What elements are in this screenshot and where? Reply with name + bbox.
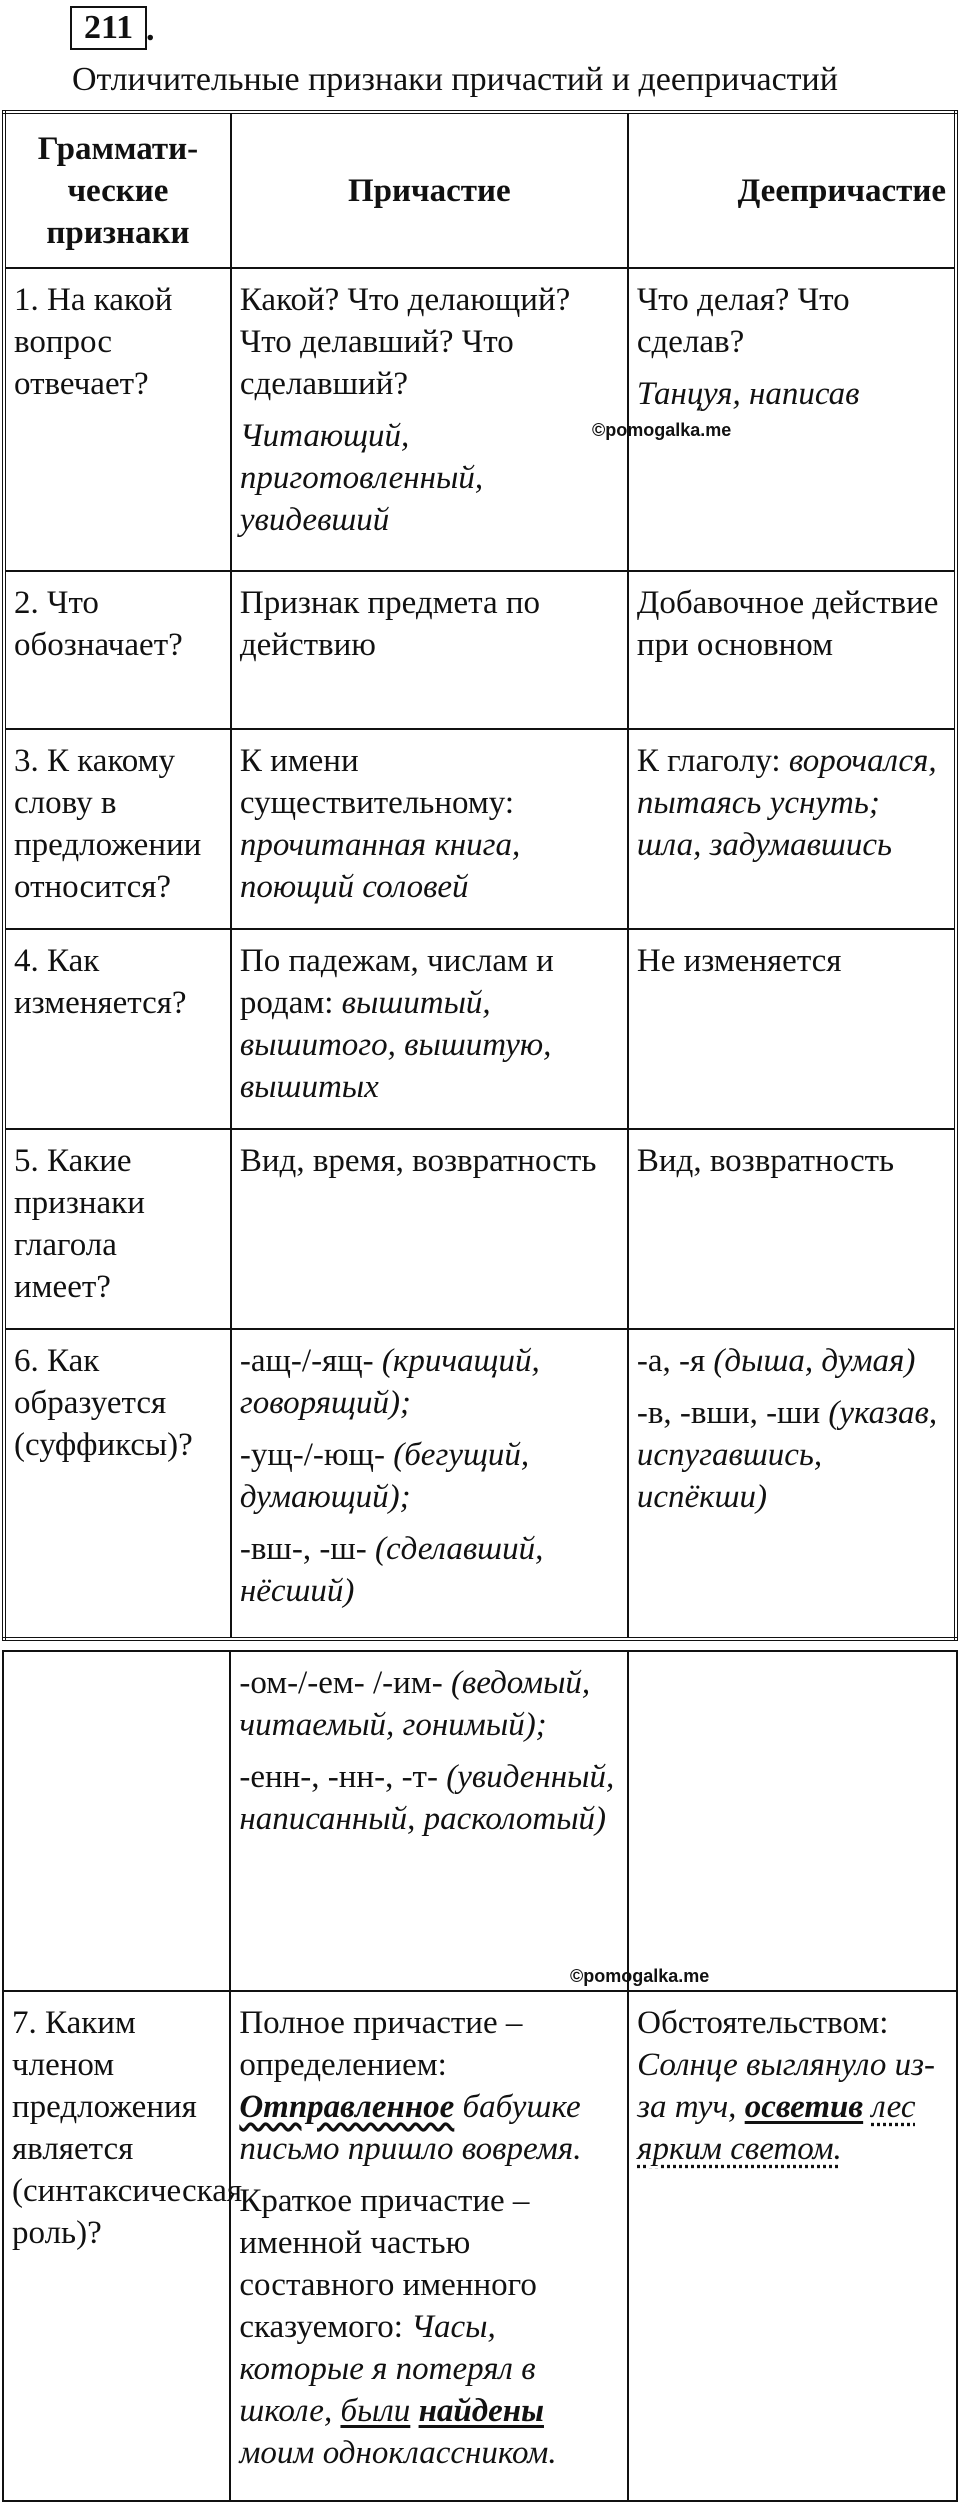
- watermark: ©pomogalka.me: [592, 420, 732, 440]
- participle-cell: [230, 1991, 628, 2501]
- header-participle: Причастие: [231, 112, 628, 268]
- gerund-cell: Не изменяется: [628, 929, 956, 1129]
- suffix-item: -а, -я (дыша, думая): [636, 1343, 916, 1379]
- gerund-cell: Обстоятельством: Солнце выглянуло из-за туч, осветив лес ярким светом.: [628, 1991, 957, 2501]
- gerund-questions: Что делая? Что сделав?: [636, 282, 850, 360]
- full-participle-text: Полное причастие – определением: Отправленное бабушке письмо пришло вовремя.: [239, 2005, 582, 2167]
- suffix-item: -ущ-/-ющ- (бегущий, думающий);: [239, 1437, 530, 1515]
- highlighted-word: Отправленное: [239, 2089, 455, 2125]
- table-row-3: [4, 729, 956, 929]
- question-cell: 4. Как изменяется?: [4, 929, 231, 1129]
- participle-cell: [230, 1651, 628, 1991]
- participle-text: По падежам, числам и родам:: [239, 943, 554, 1021]
- comparison-table: [2, 110, 958, 1641]
- gerund-cell: Вид, возвратность: [628, 1129, 956, 1329]
- highlighted-word: найдены: [418, 2393, 544, 2429]
- participle-examples: прочитанная книга, поющий соловей: [239, 827, 521, 905]
- gerund-cell: [628, 729, 956, 929]
- table-row-4: [4, 929, 956, 1129]
- participle-cell: [231, 1329, 628, 1639]
- comparison-table-continued: [2, 1650, 958, 2502]
- suffix-item: -енн-, -нн-, -т- (увиденный, написанный, расколотый): [239, 1759, 615, 1837]
- participle-examples: вышитый, вышитого, вышитую, вышитых: [239, 985, 552, 1105]
- gerund-examples: Танцуя, написав: [636, 376, 860, 412]
- question-cell: 1. На какой вопрос отвечает?: [4, 268, 231, 571]
- question-cell: 6. Как образуется (суффиксы)?: [4, 1329, 231, 1639]
- question-cell: 2. Что обозначает?: [4, 571, 231, 729]
- question-cell: 7. Каким членом предложения является (синтаксическая роль)?: [3, 1991, 230, 2501]
- gerund-cell: [628, 1651, 957, 1991]
- participle-cell: [231, 729, 628, 929]
- suffix-item: -в, -вши, -ши (указав, испугавшись, испёкши): [636, 1395, 938, 1515]
- highlighted-word: осветив: [744, 2089, 864, 2125]
- suffix-item: -ом-/-ем- /-им- (ведомый, читаемый, гонимый);: [239, 1665, 591, 1743]
- table-header-row: [4, 112, 956, 268]
- table-row-6: [4, 1329, 956, 1639]
- header-gerund: Деепричастие: [628, 112, 956, 268]
- question-cell: [3, 1651, 230, 1991]
- short-participle-text: Краткое причастие – именной частью составного именного сказуемого: Часы, которые я потерял в школе, были найдены моим одноклассником.: [239, 2183, 557, 2471]
- participle-text: К имени существительному:: [239, 743, 514, 821]
- header-grammatical-features: Граммати- ческие признаки: [4, 112, 231, 268]
- participle-cell: Признак предмета по действию: [231, 571, 628, 729]
- suffix-item: -ащ-/-ящ- (кричащий, говорящий);: [239, 1343, 540, 1421]
- participle-cell: Вид, время, возвратность: [231, 1129, 628, 1329]
- table-row-2: [4, 571, 956, 729]
- participle-cell: [231, 929, 628, 1129]
- participle-examples: Читающий, приготовленный, увидевший: [239, 418, 484, 538]
- question-cell: 5. Какие признаки глагола имеет?: [4, 1129, 231, 1329]
- gerund-cell: [628, 1329, 956, 1639]
- table-row-6-continued: [3, 1651, 957, 1991]
- exercise-dot: .: [146, 11, 155, 48]
- table-row-5: [4, 1129, 956, 1329]
- gerund-text: К глаголу:: [636, 743, 781, 779]
- table-row-1: [4, 268, 956, 571]
- page-title: Отличительные признаки причастий и деепричастий: [72, 61, 838, 98]
- participle-questions: Какой? Что делающий? Что делавший? Что сделавший?: [239, 282, 571, 402]
- gerund-examples: ворочался, пытаясь уснуть; шла, задумавшись: [636, 743, 937, 863]
- table-row-7: [3, 1991, 957, 2501]
- participle-cell: [231, 268, 628, 571]
- exercise-number: 211: [70, 6, 147, 50]
- suffix-item: -вш-, -ш- (сделавший, нёсший): [239, 1531, 544, 1609]
- gerund-cell: Добавочное действие при основном: [628, 571, 956, 729]
- watermark: ©pomogalka.me: [570, 1966, 710, 1986]
- question-cell: 3. К какому слову в предложении относится?: [4, 729, 231, 929]
